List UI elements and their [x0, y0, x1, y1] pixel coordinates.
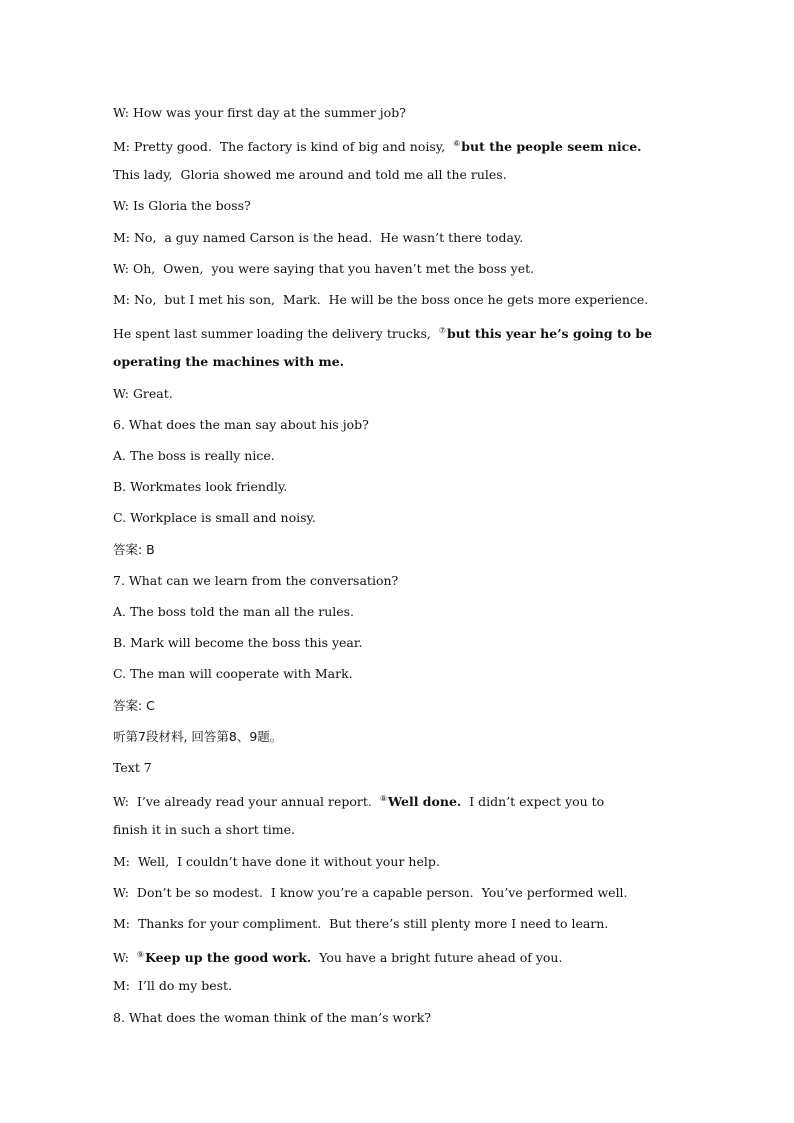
question-text: 8. What does the woman think of the man’s work? — [113, 1010, 431, 1025]
highlighted-phrase: Well done. — [387, 794, 462, 809]
dialogue-line — [113, 352, 344, 372]
section-heading — [113, 758, 152, 778]
dialogue-line — [113, 852, 440, 872]
dialogue-line — [113, 945, 562, 965]
note-marker-9: ⑨ — [136, 950, 145, 959]
option-b — [113, 477, 287, 497]
note-marker-7: ⑦ — [438, 326, 446, 335]
line-text: This lady, Gloria showed me around and told me all the rules. — [113, 167, 507, 182]
line-text: M: No, a guy named Carson is the head. He wasn’t there today. — [113, 230, 524, 245]
dialogue-line — [113, 103, 406, 123]
option-b — [113, 633, 362, 653]
line-text: M: Well, I couldn’t have done it without your help. — [113, 854, 440, 869]
option-text: A. The boss told the man all the rules. — [113, 604, 355, 619]
dialogue-line — [113, 321, 652, 341]
line-text: He spent last summer loading the delivery trucks, — [113, 326, 439, 341]
question-6 — [113, 415, 369, 435]
question-text: 6. What does the man say about his job? — [113, 417, 369, 432]
option-text: C. Workplace is small and noisy. — [113, 510, 316, 525]
dialogue-line — [113, 228, 523, 248]
section-instruction — [113, 727, 282, 747]
answer-7 — [113, 696, 155, 716]
line-text: I didn’t expect you to — [461, 794, 605, 809]
highlighted-phrase: but this year he’s going to be — [446, 326, 653, 341]
answer-6 — [113, 540, 155, 560]
dialogue-line — [113, 134, 642, 154]
dialogue-line — [113, 384, 173, 404]
option-text: A. The boss is really nice. — [113, 448, 275, 463]
question-8 — [113, 1008, 431, 1028]
question-text: 7. What can we learn from the conversation? — [113, 573, 399, 588]
instruction-text: 听第7段材料, 回答第8、9题。 — [113, 729, 283, 744]
dialogue-line — [113, 165, 507, 185]
line-text: W: I’ve already read your annual report. — [113, 794, 380, 809]
option-text: B. Workmates look friendly. — [113, 479, 288, 494]
line-text: W: Is Gloria the boss? — [113, 198, 251, 213]
line-text: W: Oh, Owen, you were saying that you haven’t met the boss yet. — [113, 261, 535, 276]
dialogue-line — [113, 883, 628, 903]
line-text: W: Great. — [113, 386, 173, 401]
note-marker-8: ⑧ — [379, 794, 387, 803]
dialogue-line — [113, 914, 608, 934]
line-text: M: Thanks for your compliment. But there’s still plenty more I need to learn. — [113, 916, 609, 931]
option-text: B. Mark will become the boss this year. — [113, 635, 363, 650]
dialogue-line — [113, 976, 232, 996]
option-a — [113, 602, 354, 622]
heading-text: Text 7 — [113, 760, 152, 775]
dialogue-line — [113, 290, 648, 310]
option-c — [113, 508, 316, 528]
line-text: M: No, but I met his son, Mark. He will be the boss once he gets more experience. — [113, 292, 649, 307]
option-a — [113, 446, 275, 466]
line-text: W: How was your first day at the summer job? — [113, 105, 406, 120]
note-marker-6: ⑥ — [453, 139, 461, 148]
highlighted-phrase: but the people seem nice. — [461, 139, 642, 154]
line-text: You have a bright future ahead of you. — [311, 950, 563, 965]
question-7 — [113, 571, 398, 591]
answer-text: 答案: C — [113, 698, 155, 713]
option-text: C. The man will cooperate with Mark. — [113, 666, 353, 681]
line-text: W: Don’t be so modest. I know you’re a capable person. You’ve performed well. — [113, 885, 628, 900]
line-text: W: — [113, 950, 137, 965]
highlighted-phrase: Keep up the good work. — [145, 950, 312, 965]
line-text: finish it in such a short time. — [113, 822, 295, 837]
dialogue-line — [113, 259, 534, 279]
line-text: M: Pretty good. The factory is kind of big and noisy, — [113, 139, 454, 154]
highlighted-phrase: operating the machines with me. — [113, 354, 345, 369]
dialogue-line — [113, 789, 604, 809]
line-text: M: I’ll do my best. — [113, 978, 233, 993]
dialogue-line — [113, 820, 295, 840]
answer-text: 答案: B — [113, 542, 155, 557]
dialogue-line — [113, 196, 251, 216]
option-c — [113, 664, 353, 684]
